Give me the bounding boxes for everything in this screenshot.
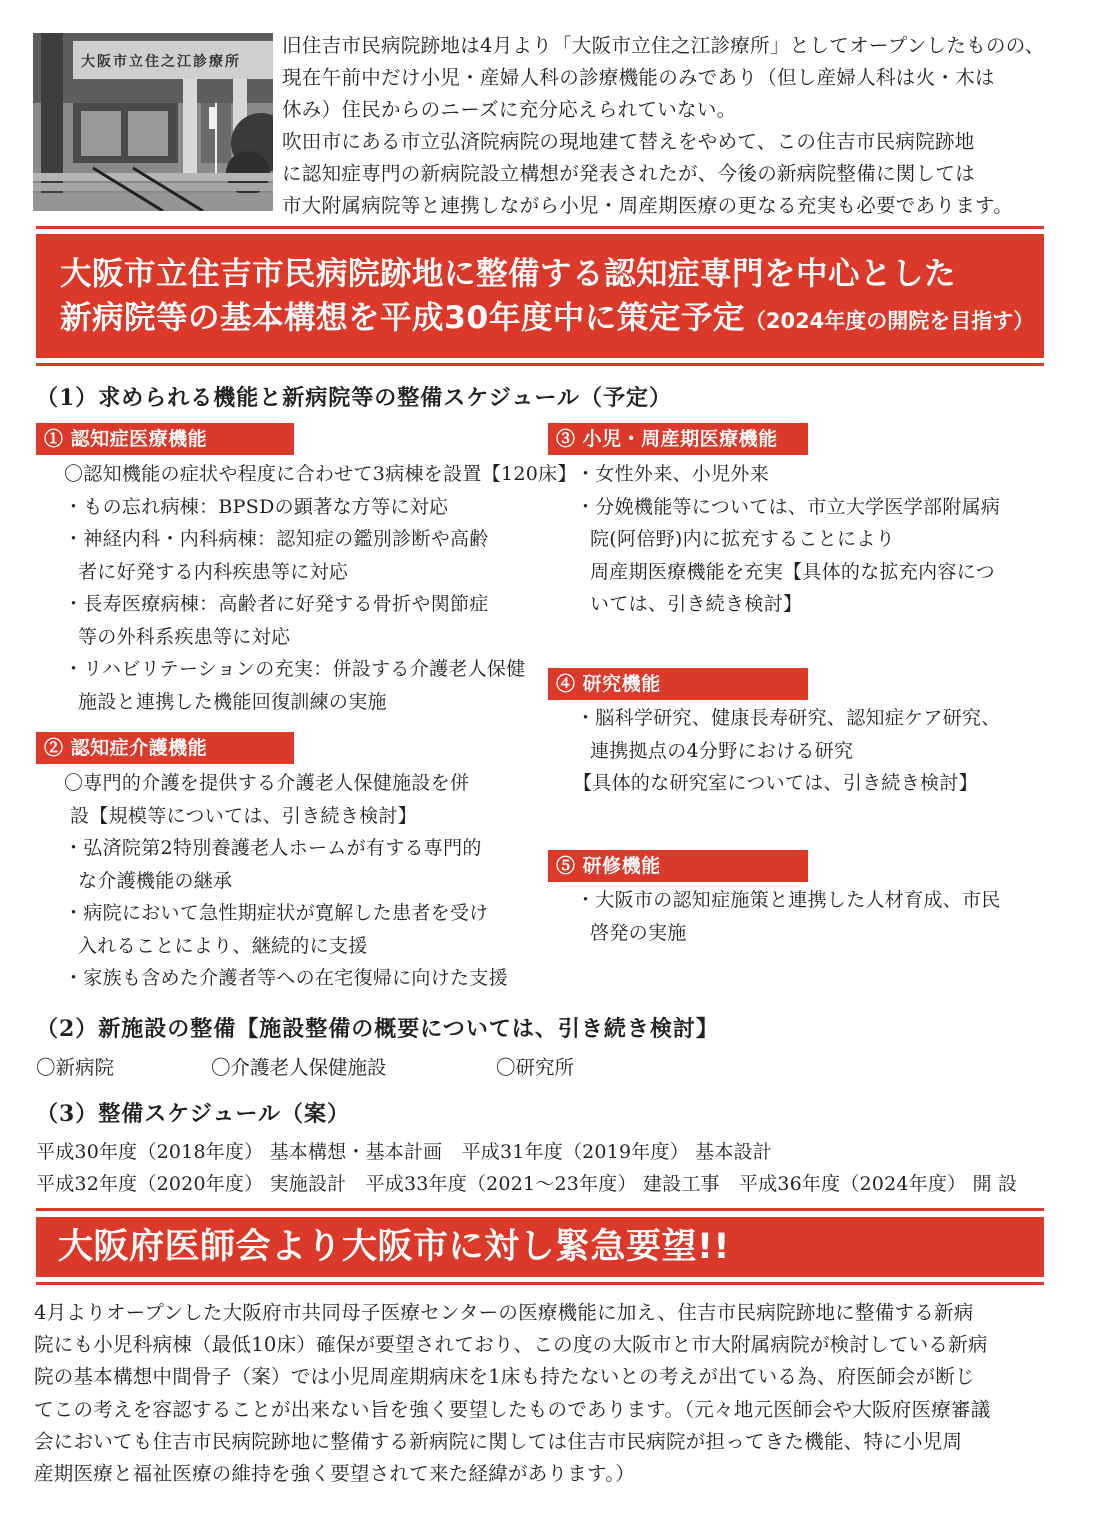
list-item: 啓発の実施 xyxy=(590,921,687,944)
list-item: ・分娩機能等については、市立大学医学部附属病 xyxy=(576,495,1001,518)
paragraph-line: 産期医療と福祉医療の維持を強く要望されて来た経緯があります。） xyxy=(34,1462,635,1486)
facility-research-institute: 〇研究所 xyxy=(496,1056,575,1079)
tag-dementia-medical: ① 認知症医療機能 xyxy=(36,423,294,455)
request-paragraph xyxy=(34,1297,1046,1490)
paragraph-line: てこの考えを容認することが出来ない旨を強く要望したものであります。（元々地元医師会や大阪府医療審議 xyxy=(34,1397,991,1421)
list-item: な介護機能の継承 xyxy=(78,869,233,892)
intro-line: 市大附属病院等と連携しながら小児・周産期医療の更なる充実も必要であります。 xyxy=(282,194,1014,217)
intro-line: に認知症専門の新病院設立構想が発表されたが、今後の新病院整備に関しては xyxy=(282,162,976,185)
intro-line: 旧住吉市民病院跡地は4月より「大阪市立住之江診療所」としてオープンしたものの、 xyxy=(282,34,1045,57)
research-list xyxy=(573,702,1046,800)
tag-research: ④ 研究機能 xyxy=(548,668,808,700)
tag-pediatric-perinatal: ③ 小児・周産期医療機能 xyxy=(548,423,808,455)
list-item: 施設と連携した機能回復訓練の実施 xyxy=(78,690,387,713)
list-item: ・脳科学研究、健康長寿研究、認知症ケア研究、 xyxy=(576,707,1001,729)
list-item: 等の外科系疾患等に対応 xyxy=(78,625,291,648)
section-1-heading: （1）求められる機能と新病院等の整備スケジュール（予定） xyxy=(36,385,672,411)
facility-new-hospital: 〇新病院 xyxy=(36,1056,115,1079)
intro-line: 現在午前中だけ小児・産婦人科の診療機能のみであり（但し産婦人科は火・木は xyxy=(282,66,995,89)
banner-rule xyxy=(36,1282,1044,1285)
photo-sign-text: 大阪市立住之江診療所 xyxy=(81,54,241,70)
dementia-medical-list xyxy=(64,458,577,718)
tag-training: ⑤ 研修機能 xyxy=(548,850,808,882)
facility-list xyxy=(36,1052,1046,1084)
paragraph-line: 院にも小児科病棟（最低10床）確保が要望されており、この度の大阪市と市大附属病院が検討している新病 xyxy=(34,1333,988,1357)
banner-line-2-main: 新病院等の基本構想を平成30年度中に策定予定 xyxy=(60,300,745,336)
headline-banner-request: 大阪府医師会より大阪市に対し緊急要望!! xyxy=(36,1217,1044,1277)
paragraph-line: 4月よりオープンした大阪府市共同母子医療センターの医療機能に加え、住吉市民病院跡地に整備する新病 xyxy=(34,1301,974,1324)
list-item: 周産期医療機能を充実【具体的な拡充内容につ xyxy=(590,560,995,583)
pediatric-perinatal-list xyxy=(576,458,1046,621)
list-item: ・弘済院第2特別養護老人ホームが有する専門的 xyxy=(64,837,482,859)
banner-rule xyxy=(36,363,1044,366)
intro-line: 吹田市にある市立弘済院病院の現地建て替えをやめて、この住吉市民病院跡地 xyxy=(282,130,975,153)
banner-rule xyxy=(36,226,1044,229)
section-2-heading: （2）新施設の整備【施設整備の概要については、引き続き検討】 xyxy=(36,1016,719,1042)
intro-line: 休み）住民からのニーズに充分応えられていない。 xyxy=(282,98,737,121)
headline-banner-plan xyxy=(36,234,1044,358)
list-item: ・女性外来、小児外来 xyxy=(576,463,770,485)
schedule-line: 平成32年度（2020年度） 実施設計 平成33年度（2021～23年度） 建設工事 平成36年度（2024年度） 開 設 xyxy=(36,1173,1018,1195)
training-list xyxy=(576,884,1046,949)
list-item: 連携拠点の4分野における研究 xyxy=(590,739,854,762)
list-item: 設【規模等については、引き続き検討】 xyxy=(70,804,418,827)
list-item: 〇専門的介護を提供する介護老人保健施設を併 xyxy=(64,772,470,794)
paragraph-line: 会においても住吉市民病院跡地に整備する新病院に関しては住吉市民病院が担ってきた機能、特に小児周 xyxy=(34,1429,963,1453)
list-item: ・リハビリテーションの充実：併設する介護老人保健 xyxy=(64,658,526,680)
list-item: いては、引き続き検討】 xyxy=(590,593,803,615)
banner-line-2-note: （2024年度の開院を目指す） xyxy=(744,309,1035,333)
intro-paragraph xyxy=(282,30,1052,222)
list-item: ・神経内科・内科病棟：認知症の鑑別診断や高齢 xyxy=(64,528,489,550)
dementia-care-list xyxy=(64,767,544,995)
list-item: 〇認知機能の症状や程度に合わせて3病棟を設置【120床】 xyxy=(64,463,577,485)
clinic-building-photo xyxy=(33,33,273,211)
list-item: 院(阿倍野)内に拡充することにより xyxy=(590,528,895,550)
tag-dementia-care: ② 認知症介護機能 xyxy=(36,732,294,764)
facility-care-facility: 〇介護老人保健施設 xyxy=(211,1056,387,1079)
list-item: ・もの忘れ病棟：BPSDの顕著な方等に対応 xyxy=(64,495,449,518)
list-item: 入れることにより、継続的に支援 xyxy=(78,934,368,957)
section-3-heading: （3）整備スケジュール（案） xyxy=(36,1101,350,1127)
list-item: ・家族も含めた介護者等への在宅復帰に向けた支援 xyxy=(64,967,508,989)
list-item: 【具体的な研究室については、引き続き検討】 xyxy=(573,772,978,794)
list-item: 者に好発する内科疾患等に対応 xyxy=(78,560,349,583)
banner-rule xyxy=(36,1208,1044,1211)
list-item: ・長寿医療病棟：高齢者に好発する骨折や関節症 xyxy=(64,593,489,615)
banner-line-1: 大阪市立住吉市民病院跡地に整備する認知症専門を中心とした xyxy=(60,256,957,292)
paragraph-line: 院の基本構想中間骨子（案）では小児周産期病床を1床も持たないとの考えが出ている為、府医師会が断じ xyxy=(34,1365,975,1389)
banner-line-2 xyxy=(60,296,1044,343)
list-item: ・病院において急性期症状が寛解した患者を受け xyxy=(64,902,489,924)
list-item: ・大阪市の認知症施策と連携した人材育成、市民 xyxy=(576,889,1001,911)
schedule-line: 平成30年度（2018年度） 基本構想・基本計画 平成31年度（2019年度） 基本設計 xyxy=(36,1141,772,1163)
schedule-lines xyxy=(36,1136,1017,1200)
